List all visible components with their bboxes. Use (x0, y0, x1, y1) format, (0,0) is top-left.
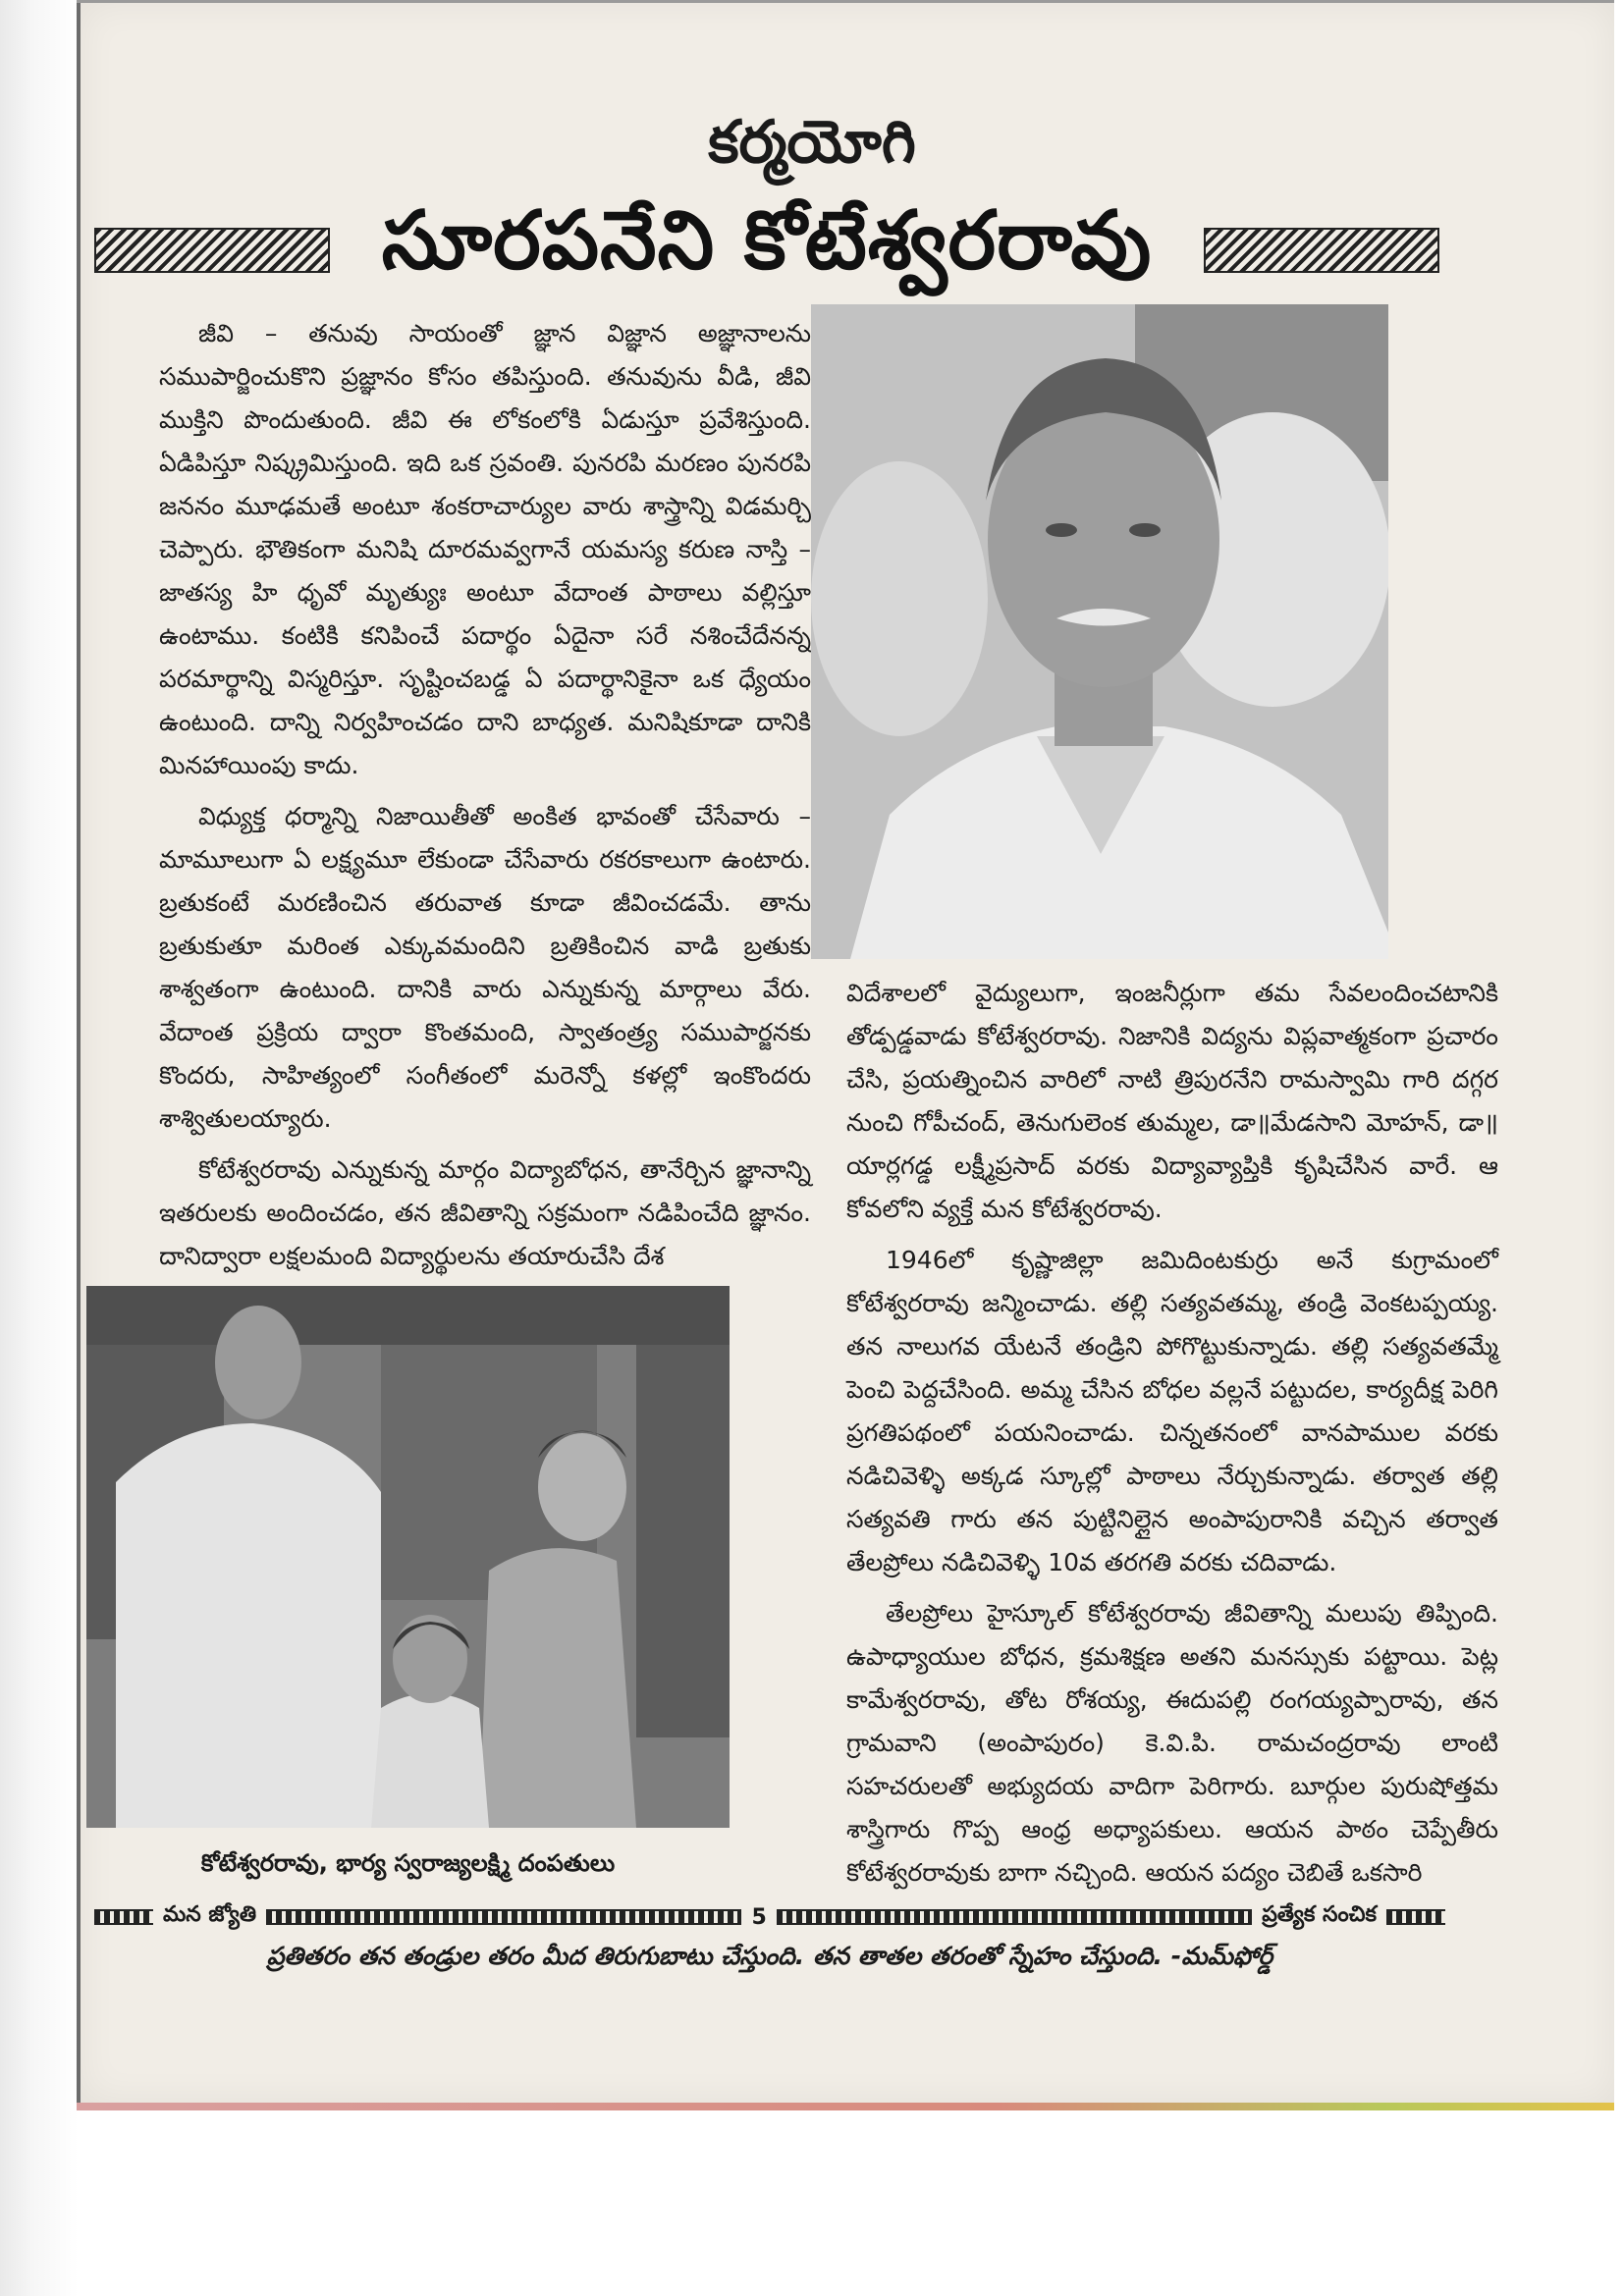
footer-ornament (94, 1909, 153, 1925)
footer-quote: ప్రతితరం తన తండ్రుల తరం మీద తిరుగుబాటు చేస్తుంది. తన తాతల తరంతో స్నేహం చేస్తుంది. -మమ్‌ఫోర్డ్ (266, 1942, 1273, 1970)
page-footer (94, 1897, 1445, 1937)
scan-margin (0, 0, 79, 2296)
title-ornament-left (94, 228, 330, 273)
right-paragraph-3: తేలప్రోలు హైస్కూల్ కోటేశ్వరరావు జీవితాన్ని మలుపు తిప్పింది. ఉపాధ్యాయుల బోధన, క్రమశిక్షణ అతని మనస్సుకు పట్టాయి. పెట్ల కామేశ్వరరావు, తోట రోశయ్య, ఈదుపల్లి రంగయ్యప్పారావు, తన గ్రామవాని (అంపాపురం) కె.వి.పి. రామచంద్రరావు లాంటి సహచరులతో అభ్యుదయ వాదిగా పెరిగారు. బూర్గుల పురుషోత్తమ శాస్త్రిగారు గొప్ప ఆంధ్ర అధ్యాపకులు. ఆయన పాఠం చెప్పేతీరు కోటేశ్వరరావుకు బాగా నచ్చింది. ఆయన పద్యం చెబితే ఒకసారి (846, 1599, 1498, 1887)
issue-label: ప్రత్యేక సంచిక (1262, 1902, 1377, 1927)
family-photo (86, 1286, 730, 1828)
left-paragraph-3: కోటేశ్వరరావు ఎన్నుకున్న మార్గం విద్యాబోధన, తానేర్చిన జ్ఞానాన్ని ఇతరులకు అందించడం, తన జీవితాన్ని సక్రమంగా నడిపించేది జ్ఞానం. దానిద్వారా లక్షలమంది విద్యార్థులను తయారుచేసి దేశ (159, 1155, 811, 1270)
page-top-edge (77, 0, 1614, 3)
right-paragraph-2: 1946లో కృష్ణాజిల్లా జమిదింటకుర్రు అనే కుగ్రామంలో కోటేశ్వరరావు జన్మించాడు. తల్లి సత్యవతమ్మ, తండ్రి వెంకటప్పయ్య. తన నాలుగవ యేటనే తండ్రిని పోగొట్టుకున్నాడు. తల్లి సత్యవతమ్మే పెంచి పెద్దచేసింది. అమ్మ చేసిన బోధల వల్లనే పట్టుదల, కార్యదీక్ష పెరిగి ప్రగతిపథంలో పయనించాడు. చిన్నతనంలో వానపాముల వరకు నడిచివెళ్ళి అక్కడ స్కూల్లో పాఠాలు నేర్చుకున్నాడు. తర్వాత తల్లి సత్యవతి గారు తన పుట్టినిల్లైన అంపాపురానికి వచ్చిన తర్వాత తేలప్రోలు నడిచివెళ్ళి 10వ తరగతి వరకు చదివాడు. (846, 1246, 1498, 1576)
footer-ornament (266, 1909, 741, 1925)
magazine-name: మన జ్యోతి (163, 1902, 257, 1927)
page-number: 5 (751, 1904, 767, 1930)
title-ornament-right (1204, 228, 1439, 273)
left-paragraph-2: విధ్యుక్త ధర్మాన్ని నిజాయితీతో అంకిత భావంతో చేసేవారు – మామూలుగా ఏ లక్ష్యమూ లేకుండా చేసేవారు రకరకాలుగా ఉంటారు. బ్రతుకంటే మరణించిన తరువాత కూడా జీవించడమే. తాను బ్రతుకుతూ మరింత ఎక్కువమందిని బ్రతికించిన వాడి బ్రతుకు శాశ్వతంగా ఉంటుంది. దానికి వారు ఎన్నుకున్న మార్గాలు వేరు. వేదాంత ప్రక్రియ ద్వారా కొంతమంది, స్వాతంత్ర్య సముపార్జనకు కొందరు, సాహిత్యంలో సంగీతంలో మరెన్నో కళల్లో ఇంకొందరు శాశ్వితులయ్యారు. (159, 802, 811, 1133)
right-paragraph-1: విదేశాలలో వైద్యులుగా, ఇంజనీర్లుగా తమ సేవలందించటానికి తోడ్పడ్డవాడు కోటేశ్వరరావు. నిజానికి విద్యను విప్లవాత్మకంగా ప్రచారం చేసి, ప్రయత్నించిన వారిలో నాటి త్రిపురనేని రామస్వామి గారి దగ్గర నుంచి గోపీచంద్, తెనుగులెంక తుమ్మల, డా॥మేడసాని మోహన్, డా॥యార్లగడ్డ లక్ష్మీప్రసాద్ వరకు విద్యావ్యాప్తికి కృషిచేసిన వారే. ఆ కోవలోని వ్యక్తే మన కోటేశ్వరరావు. (846, 979, 1498, 1223)
title-row (94, 193, 1439, 304)
left-paragraph-1: జీవి – తనువు సాయంతో జ్ఞాన విజ్ఞాన అజ్ఞానాలను సముపార్జించుకొని ప్రజ్ఞానం కోసం తపిస్తుంది. తనువును వీడి, జీవి ముక్తిని పొందుతుంది. జీవి ఈ లోకంలోకి ఏడుస్తూ ప్రవేశిస్తుంది. ఏడిపిస్తూ నిష్క్రమిస్తుంది. ఇది ఒక స్రవంతి. పునరపి మరణం పునరపి జననం మూఢమతే అంటూ శంకరాచార్యుల వారు శాస్త్రాన్ని విడమర్చి చెప్పారు. భౌతికంగా మనిషి దూరమవ్వగానే యమస్య కరుణ నాస్తి – జాతస్య హి ధృవో మృత్యుః అంటూ వేదాంత పాఠాలు వల్లిస్తూ ఉంటాము. కంటికి కనిపించే పదార్థం ఏదైనా సరే నశించేదేనన్న పరమార్థాన్ని విస్మరిస్తూ. సృష్టించబడ్డ ఏ పదార్థానికైనా ఒక ధ్యేయం ఉంటుంది. దాన్ని నిర్వహించడం దాని బాధ్యత. మనిషికూడా దానికి మినహాయింపు కాదు. (159, 319, 811, 779)
article-title: సూరపనేని కోటేశ్వరరావు (381, 193, 1153, 288)
article-kicker: కర్మయోగి (708, 108, 916, 177)
footer-ornament (1386, 1909, 1445, 1925)
footer-ornament (777, 1909, 1252, 1925)
cover-color-strip (77, 2103, 1614, 2110)
portrait-photo (811, 304, 1388, 959)
photo-caption: కోటేశ్వరరావు, భార్య స్వరాజ్యలక్ష్మి దంపతులు (200, 1849, 616, 1877)
